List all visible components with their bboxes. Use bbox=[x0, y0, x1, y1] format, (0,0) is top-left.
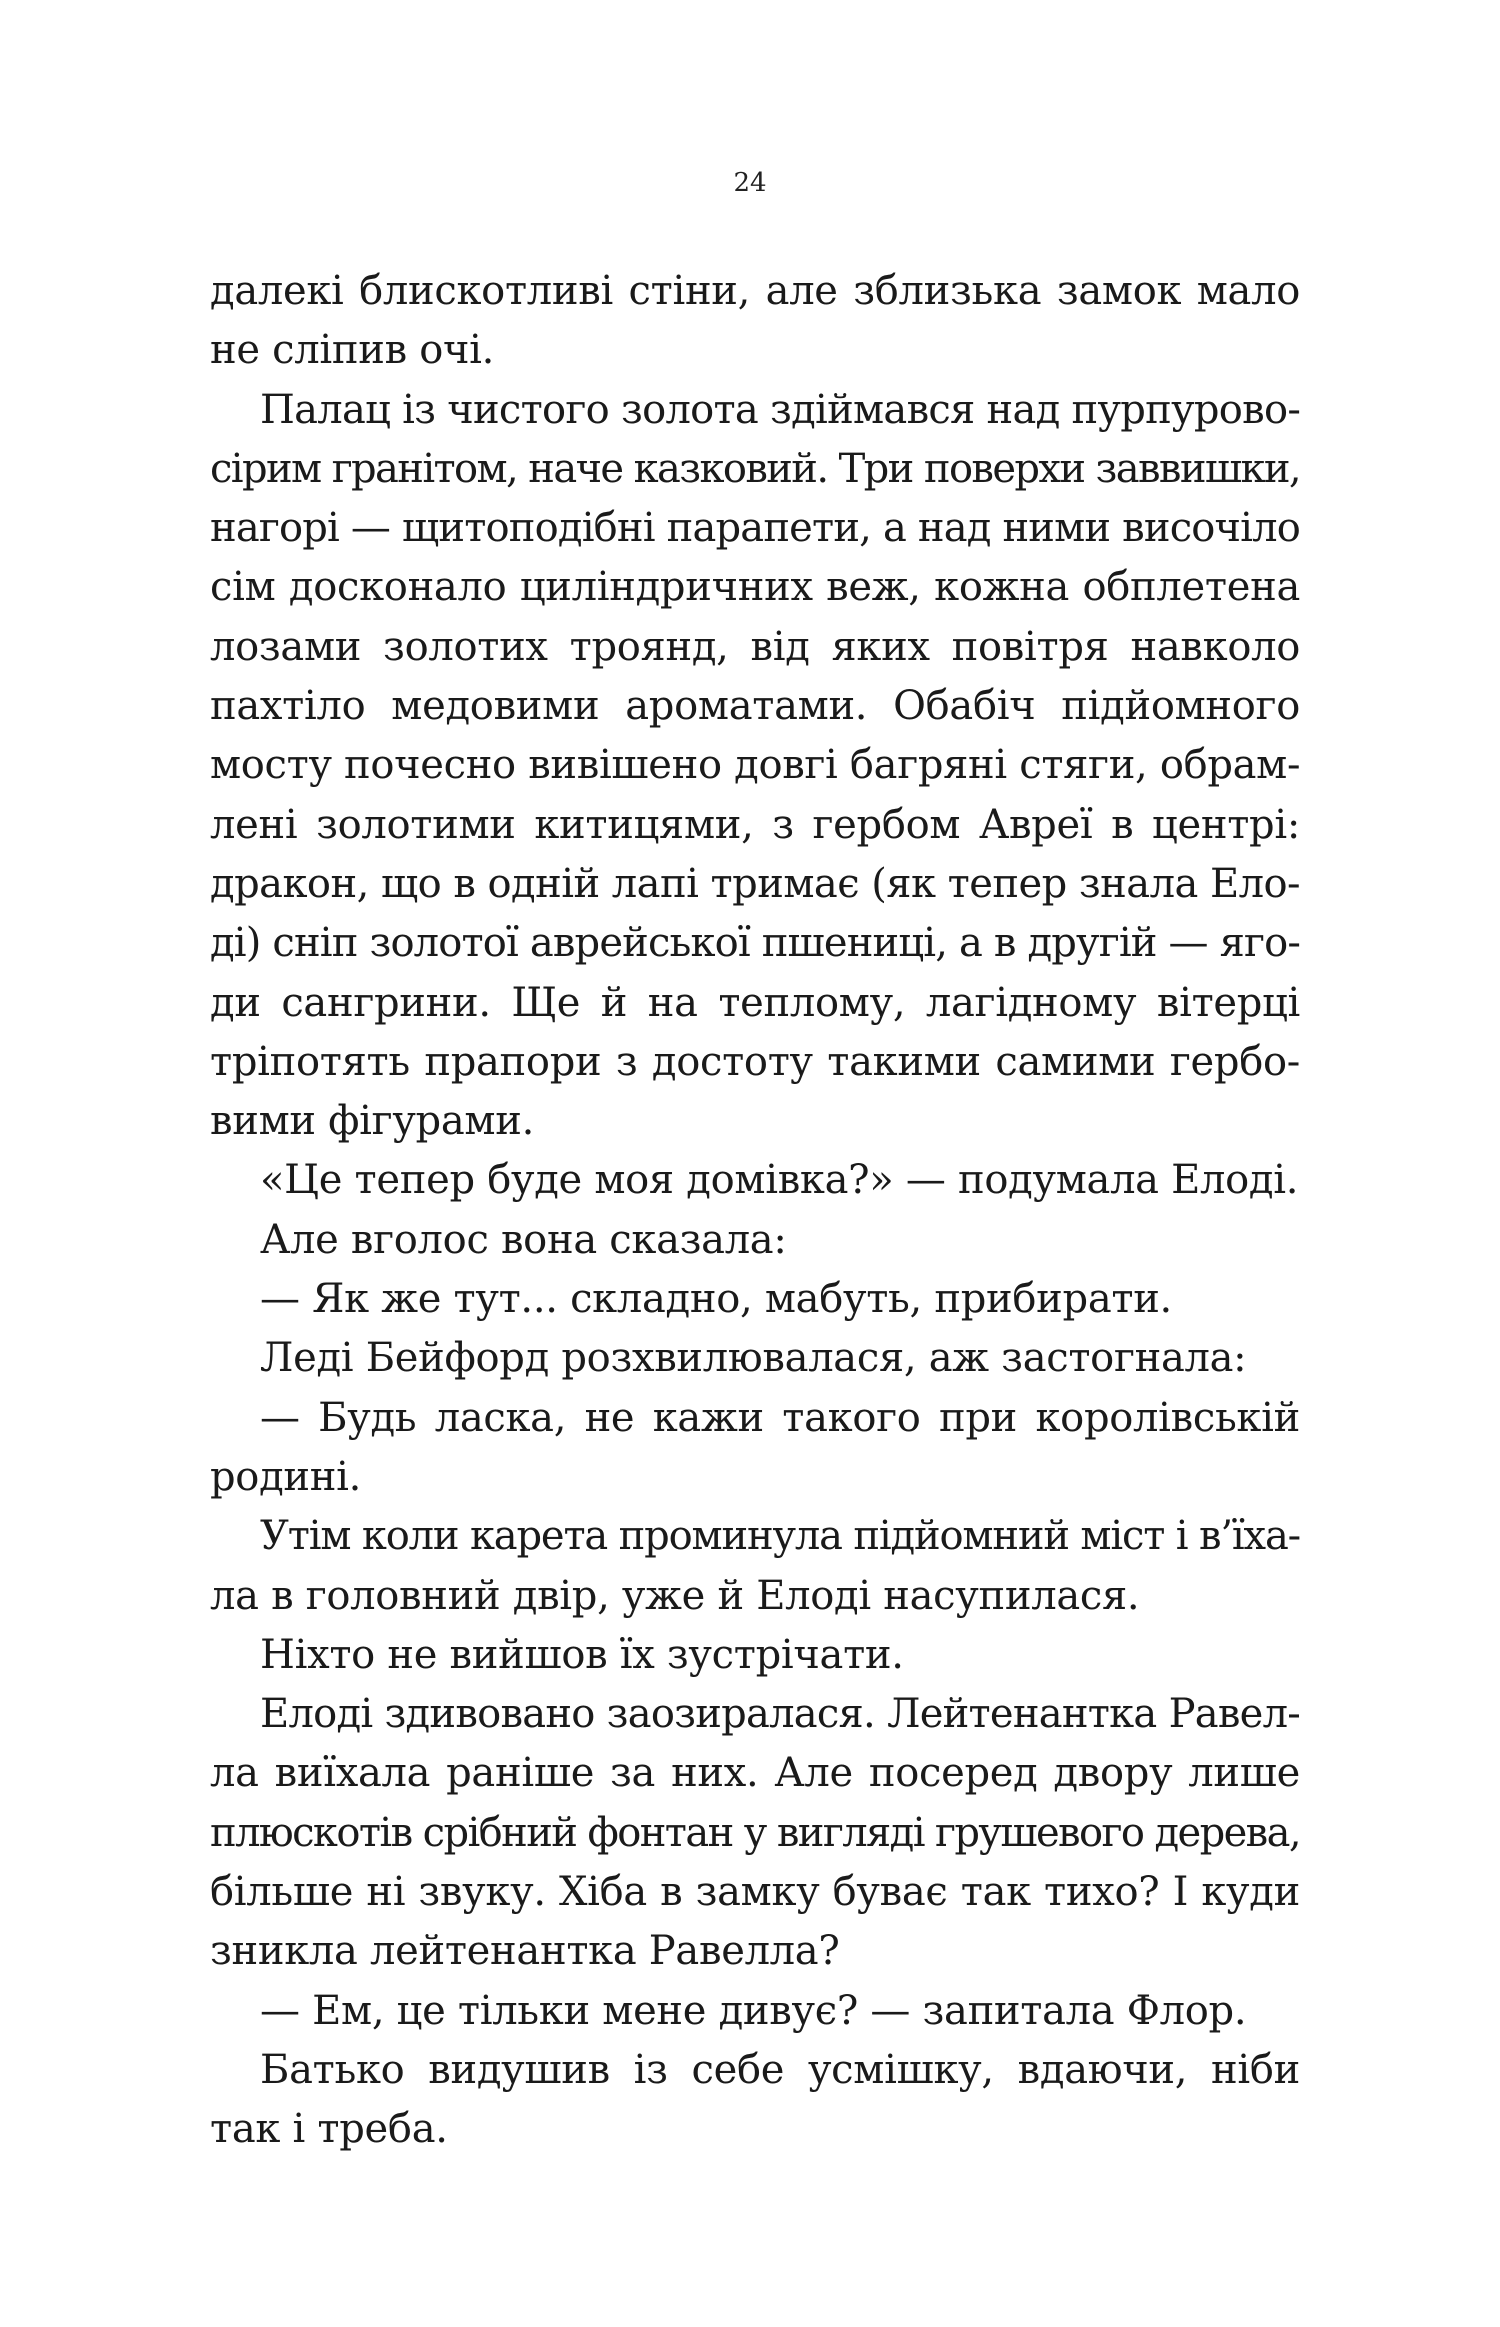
text-line: нагорі — щитоподібні парапети, а над ними височіло bbox=[210, 505, 1300, 552]
text-line: — Як же тут... складно, мабуть, прибирати. bbox=[260, 1276, 1172, 1323]
text-line: лозами золотих троянд, від яких повітря навколо bbox=[210, 623, 1300, 670]
text-line: ді) сніп золотої аврейської пшениці, а в другій — яго- bbox=[210, 920, 1300, 967]
text-line: Утім коли карета проминула підйомний міст і в’їха- bbox=[260, 1513, 1300, 1560]
text-line: Палац із чистого золота здіймався над пурпурово- bbox=[260, 386, 1301, 433]
text-line: далекі блискотливі стіни, але зблизька замок мало bbox=[210, 268, 1300, 314]
body-text bbox=[210, 262, 1300, 2160]
text-line: пахтіло медовими ароматами. Обабіч підйомного bbox=[210, 683, 1300, 730]
text-line: Але вголос вона сказала: bbox=[260, 1216, 787, 1263]
text-line: ла в головний двір, уже й Елоді насупилася. bbox=[210, 1572, 1140, 1619]
page-number: 24 bbox=[733, 168, 767, 198]
text-line: Елоді здивовано заозиралася. Лейтенантка Равел- bbox=[260, 1691, 1300, 1738]
text-line: плюскотів срібний фонтан у вигляді грушевого дерева, bbox=[210, 1809, 1300, 1856]
text-line: сірим гранітом, наче казковий. Три поверхи заввишки, bbox=[210, 445, 1300, 492]
text-line: тріпотять прапори з достоту такими самими гербо- bbox=[210, 1038, 1300, 1085]
text-line: — Ем, це тільки мене дивує? — запитала Флор. bbox=[260, 1987, 1247, 2034]
text-line: Леді Бейфорд розхвилювалася, аж застогнала: bbox=[260, 1335, 1247, 1382]
text-line: родині. bbox=[210, 1453, 362, 1500]
text-line: зникла лейтенантка Равелла? bbox=[210, 1928, 840, 1975]
text-line: ди сангрини. Ще й на теплому, лагідному вітерці bbox=[210, 979, 1300, 1026]
text-line: дракон, що в одній лапі тримає (як тепер знала Ело- bbox=[210, 860, 1300, 907]
text-line: мосту почесно вивішено довгі багряні стяги, обрам- bbox=[210, 742, 1301, 789]
text-line: лені золотими китицями, з гербом Авреї в центрі: bbox=[210, 801, 1300, 848]
text-line: Батько видушив із себе усмішку, вдаючи, ніби bbox=[260, 2046, 1300, 2093]
text-line: — Будь ласка, не кажи такого при королівській bbox=[260, 1394, 1300, 1441]
text-line: більше ні звуку. Хіба в замку буває так тихо? І куди bbox=[210, 1869, 1300, 1916]
text-line: Ніхто не вийшов їх зустрічати. bbox=[260, 1631, 904, 1678]
text-line: так і треба. bbox=[210, 2106, 448, 2153]
text-line: вими фігурами. bbox=[210, 1098, 535, 1145]
text-line: «Це тепер буде моя домівка?» — подумала Елоді. bbox=[260, 1157, 1299, 1204]
text-line: сім досконало циліндричних веж, кожна обплетена bbox=[210, 564, 1300, 611]
paragraph-lines bbox=[210, 262, 1300, 2160]
text-line: ла виїхала раніше за них. Але посеред двору лише bbox=[210, 1750, 1300, 1797]
text-line: не сліпив очі. bbox=[210, 327, 495, 374]
